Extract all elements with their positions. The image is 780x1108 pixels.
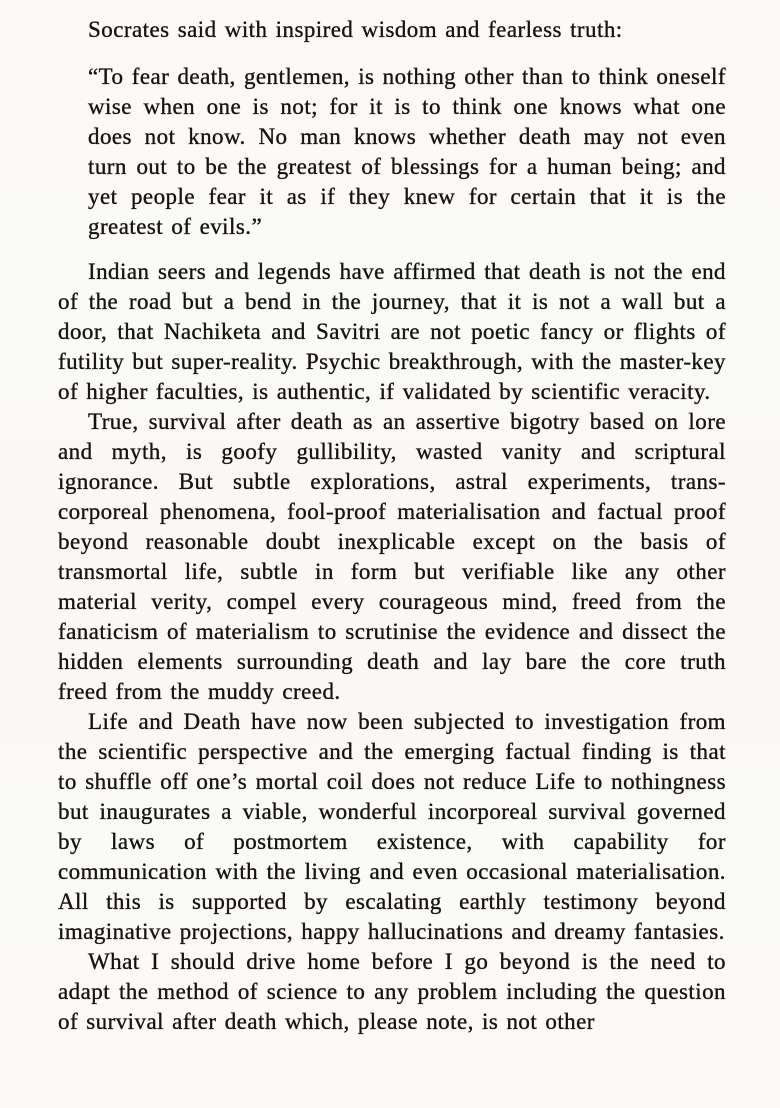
text-column xyxy=(58,15,726,1037)
intro-line: Socrates said with inspired wisdom and fearless truth: xyxy=(88,17,623,42)
socrates-quote: “To fear death, gentlemen, is nothing other than to think oneself wise when one is not; for it is to think one knows what one does not know. No man knows whether death may not even turn out to be the greatest of blessings for a human being; and yet people fear it as if they knew for certain that it is the greatest of evils.” xyxy=(88,64,726,239)
paragraph: Indian seers and legends have affirmed that death is not the end of the road but a bend in the journey, that it is not a wall but a door, that Nachiketa and Savitri are not poetic fancy or flights of futility but super-reality. Psychic breakthrough, with the master-key of higher faculties, is authentic, if validated by scientific veracity. xyxy=(58,259,726,404)
paragraph: Life and Death have now been subjected to investigation from the scientific perspective and the emerging factual finding is that to shuffle off one’s mortal coil does not reduce Life to nothingness but inaugurates a viable, wonderful incorporeal survival governed by laws of postmortem existence, with capability for communication with the living and even occasional materialisation. All this is supported by escalating earthly testimony beyond imaginative projections, happy hallucinations and dreamy fantasies. xyxy=(58,709,726,944)
paragraph: What I should drive home before I go beyond is the need to adapt the method of science to any problem including the question of survival after death which, please note, is not other xyxy=(58,949,726,1034)
paragraph: True, survival after death as an assertive bigotry based on lore and myth, is goofy gullibility, wasted vanity and scriptural ignorance. But subtle explorations, astral experiments, trans-corporeal phenomena, fool-proof materialisation and factual proof beyond reasonable doubt inexplicable except on the basis of transmortal life, subtle in form but verifiable like any other material verity, compel every courageous mind, freed from the fanaticism of materialism to scrutinise the evidence and dissect the hidden elements surrounding death and lay bare the core truth freed from the muddy creed. xyxy=(58,409,726,704)
